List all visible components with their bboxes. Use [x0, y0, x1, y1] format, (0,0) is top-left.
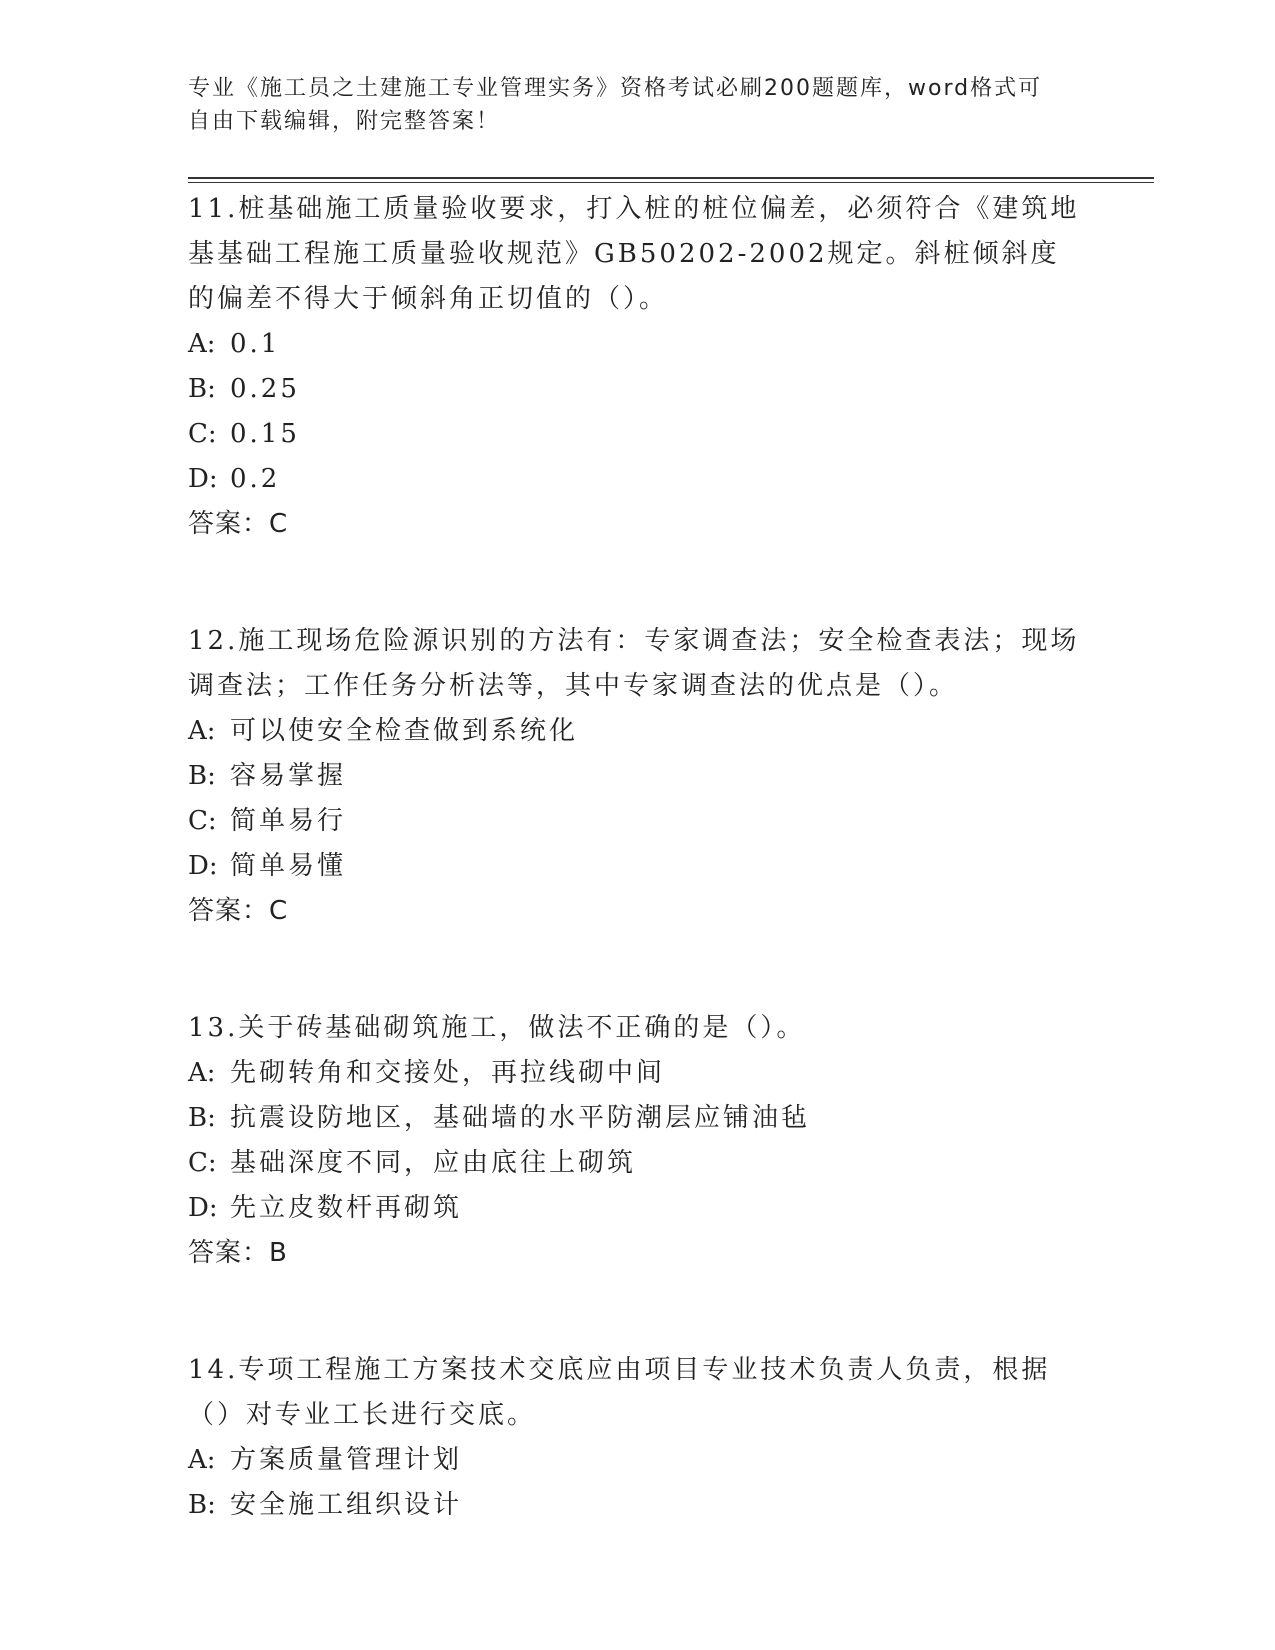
option-text: 先立皮数杆再砌筑 [230, 1193, 463, 1223]
header-line-1: 专业《施工员之土建施工专业管理实务》资格考试必刷200题题库，word格式可 [188, 76, 1043, 101]
option-a [188, 1438, 1088, 1483]
option-letter: A: [188, 329, 216, 359]
option-a [188, 322, 1088, 367]
question-stem: 14.专项工程施工方案技术交底应由项目专业技术负责人负责，根据（）对专业工长进行交底。 [188, 1355, 1051, 1430]
option-a [188, 709, 1088, 754]
option-letter: A: [188, 1445, 216, 1475]
option-d [188, 844, 1088, 889]
option-letter: D: [188, 851, 218, 881]
option-text: 0.25 [230, 374, 300, 404]
option-letter: D: [188, 464, 218, 494]
document-header [188, 72, 1068, 138]
option-text: 简单易行 [230, 806, 347, 836]
question-spacer [188, 547, 1088, 619]
option-text: 0.1 [230, 329, 281, 359]
option-letter: A: [188, 716, 216, 746]
option-letter: D: [188, 1193, 218, 1223]
option-letter: B: [188, 374, 216, 404]
option-text: 0.2 [230, 464, 281, 494]
question-14 [188, 1348, 1088, 1528]
question-stem: 11.桩基础施工质量验收要求，打入桩的桩位偏差，必须符合《建筑地基基础工程施工质量验收规范》GB50202-2002规定。斜桩倾斜度的偏差不得大于倾斜角正切值的（）。 [188, 194, 1080, 314]
option-letter: C: [188, 1148, 217, 1178]
header-divider-thin [188, 182, 1154, 183]
option-text: 安全施工组织设计 [230, 1490, 463, 1520]
option-letter: B: [188, 1490, 216, 1520]
question-list [188, 187, 1088, 1528]
option-b [188, 367, 1088, 412]
option-letter: A: [188, 1058, 216, 1088]
option-text: 先砌转角和交接处，再拉线砌中间 [230, 1058, 666, 1088]
option-text: 可以使安全检查做到系统化 [230, 716, 579, 746]
answer-label: 答案：C [188, 509, 289, 539]
question-spacer [188, 934, 1088, 1006]
option-text: 容易掌握 [230, 761, 347, 791]
answer-label: 答案：B [188, 1238, 288, 1268]
option-letter: B: [188, 761, 216, 791]
option-text: 基础深度不同，应由底往上砌筑 [230, 1148, 637, 1178]
option-b [188, 1483, 1088, 1528]
option-letter: C: [188, 419, 217, 449]
option-b [188, 1096, 1088, 1141]
option-a [188, 1051, 1088, 1096]
option-d [188, 1186, 1088, 1231]
option-letter: C: [188, 806, 217, 836]
question-13 [188, 1006, 1088, 1276]
option-letter: B: [188, 1103, 216, 1133]
question-12 [188, 619, 1088, 934]
option-text: 抗震设防地区，基础墙的水平防潮层应铺油毡 [230, 1103, 811, 1133]
option-text: 0.15 [230, 419, 300, 449]
header-line-2: 自由下载编辑，附完整答案！ [188, 109, 501, 134]
question-stem: 13.关于砖基础砌筑施工，做法不正确的是（）。 [188, 1013, 806, 1043]
question-spacer [188, 1276, 1088, 1348]
question-11 [188, 187, 1088, 547]
answer-label: 答案：C [188, 896, 289, 926]
option-text: 方案质量管理计划 [230, 1445, 463, 1475]
header-divider-thick [188, 177, 1154, 179]
question-stem: 12.施工现场危险源识别的方法有：专家调查法；安全检查表法；现场调查法；工作任务分析法等，其中专家调查法的优点是（）。 [188, 626, 1080, 701]
option-d [188, 457, 1088, 502]
option-b [188, 754, 1088, 799]
option-text: 简单易懂 [230, 851, 347, 881]
option-c [188, 1141, 1088, 1186]
option-c [188, 799, 1088, 844]
option-c [188, 412, 1088, 457]
